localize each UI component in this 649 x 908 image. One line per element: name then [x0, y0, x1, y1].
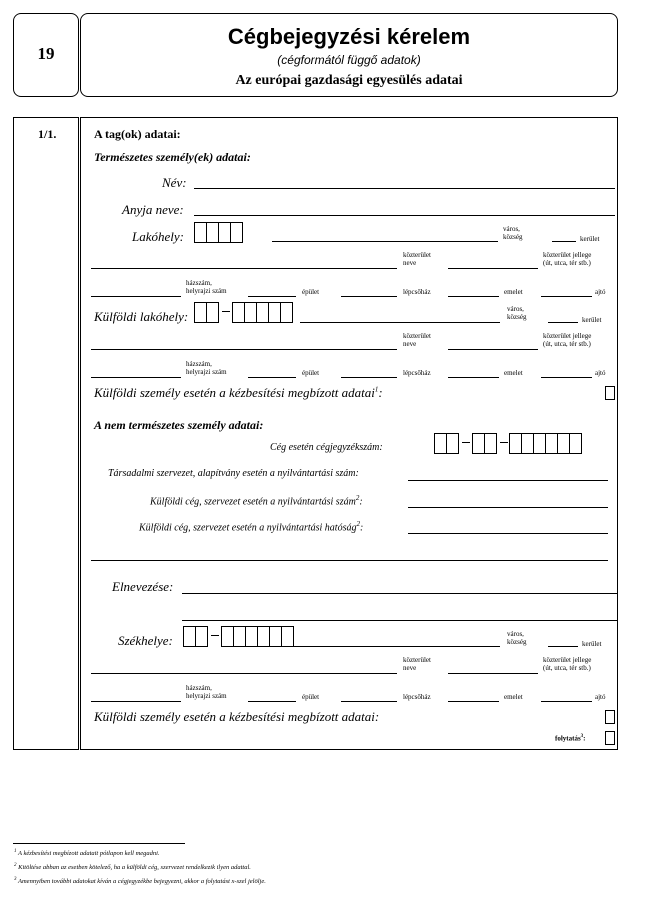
- code-cell[interactable]: [281, 626, 294, 647]
- code-cell[interactable]: [206, 302, 219, 323]
- city-label: város, község: [503, 225, 523, 241]
- foreign-house-field[interactable]: [91, 377, 181, 378]
- house-field[interactable]: [91, 296, 181, 297]
- foreign-stair-label: lépcsőház: [403, 369, 431, 377]
- door-field[interactable]: [541, 296, 592, 297]
- name-field[interactable]: [194, 188, 615, 189]
- denomination-field[interactable]: [182, 593, 618, 594]
- form-title: Cégbejegyzési kérelem: [227, 24, 471, 49]
- foreign-authority-field[interactable]: [408, 533, 608, 534]
- continuation-label: folytatás$^3$:: [555, 734, 586, 743]
- foreign-agent-label: Külföldi személy esetén a kézbesítési megbízott adatai$^1$:: [94, 385, 383, 400]
- mother-name-field[interactable]: [194, 215, 615, 216]
- door-label: ajtó: [595, 288, 606, 296]
- foreign-agent-checkbox[interactable]: [605, 386, 615, 400]
- section-number-column: [13, 117, 79, 750]
- denomination-label: Elnevezése:: [112, 579, 174, 594]
- company-reg-cells-2[interactable]: [472, 433, 497, 454]
- foreign-residence-label: Külföldi lakóhely:: [94, 309, 189, 324]
- seat-district-label: kerület: [582, 640, 602, 648]
- foreign-agent-label-2: Külföldi személy esetén a kézbesítési megbízott adatai:: [94, 709, 380, 724]
- building-field[interactable]: [248, 296, 296, 297]
- seat-house-label: házszám, helyrajzi szám: [186, 684, 227, 700]
- seat-stair-field[interactable]: [341, 701, 397, 702]
- section-number: 1/1.: [38, 127, 57, 141]
- foreign-door-field[interactable]: [541, 377, 592, 378]
- seat-door-label: ajtó: [595, 693, 606, 701]
- street-type-label: közterület jellege (út, utca, tér stb.): [543, 251, 592, 267]
- foreign-street-label: közterület neve: [403, 332, 431, 348]
- code-cell[interactable]: [280, 302, 293, 323]
- postcode-cells[interactable]: [194, 222, 243, 243]
- floor-label: emelet: [504, 288, 523, 296]
- seat-door-field[interactable]: [541, 701, 592, 702]
- floor-field[interactable]: [448, 296, 499, 297]
- foreign-street-field[interactable]: [91, 349, 397, 350]
- dash: [222, 311, 230, 312]
- building-label: épület: [302, 288, 320, 296]
- denomination-field-2[interactable]: [182, 620, 618, 621]
- company-reg-label: Cég esetén cégjegyzékszám:: [270, 442, 383, 453]
- seat-street-type-label: közterület jellege (út, utca, tér stb.): [543, 656, 592, 672]
- district-label: kerület: [580, 235, 600, 243]
- postcode-cell[interactable]: [230, 222, 243, 243]
- members-heading: A tag(ok) adatai:: [94, 127, 181, 141]
- seat-street-type-field[interactable]: [448, 673, 538, 674]
- company-reg-cells-1[interactable]: [434, 433, 459, 454]
- stair-label: lépcsőház: [403, 288, 431, 296]
- seat-city-label: város, község: [507, 630, 527, 646]
- seat-floor-field[interactable]: [448, 701, 499, 702]
- natural-person-heading: Természetes személy(ek) adatai:: [94, 150, 251, 164]
- continuation-checkbox[interactable]: [605, 731, 615, 745]
- stair-field[interactable]: [341, 296, 397, 297]
- foreign-street-type-field[interactable]: [448, 349, 538, 350]
- seat-code-cells-2[interactable]: [221, 626, 294, 647]
- street-label: közterület neve: [403, 251, 431, 267]
- footnote-2: $^2$ Kitöltése abban az esetben kötelező, ha a külföldi cég, szervezet rendelkezik ilyen adattal.: [14, 863, 251, 872]
- seat-house-field[interactable]: [91, 701, 181, 702]
- dash: [462, 442, 470, 443]
- footnote-3: $^3$ Amennyiben további adatokat kíván a cégjegyzékbe bejegyezni, akkor a folytatást x-szel jelölje.: [14, 877, 266, 886]
- ngo-reg-field[interactable]: [408, 480, 608, 481]
- foreign-code-cells-1[interactable]: [194, 302, 219, 323]
- foreign-door-label: ajtó: [595, 369, 606, 377]
- reg-cell[interactable]: [446, 433, 459, 454]
- foreign-city-field[interactable]: [300, 322, 500, 323]
- house-label: házszám, helyrajzi szám: [186, 279, 227, 295]
- foreign-authority-field-2[interactable]: [91, 560, 608, 561]
- foreign-agent-checkbox-2[interactable]: [605, 710, 615, 724]
- reg-cell[interactable]: [569, 433, 582, 454]
- district-field[interactable]: [552, 241, 576, 242]
- footnote-1: $^1$ A kézbesítési megbízott adatait pótlapon kell megadni.: [14, 849, 160, 858]
- foreign-code-cells-2[interactable]: [232, 302, 293, 323]
- dash: [500, 442, 508, 443]
- foreign-authority-label: Külföldi cég, szervezet esetén a nyilvántartási hatóság$^2$:: [139, 520, 364, 534]
- seat-stair-label: lépcsőház: [403, 693, 431, 701]
- company-reg-cells-3[interactable]: [509, 433, 582, 454]
- form-subtitle-2: Az európai gazdasági egyesülés adatai: [235, 73, 463, 88]
- seat-city-field[interactable]: [289, 646, 500, 647]
- seat-district-field[interactable]: [548, 646, 578, 647]
- foreign-street-type-label: közterület jellege (út, utca, tér stb.): [543, 332, 592, 348]
- ngo-reg-label: Társadalmi szervezet, alapítvány esetén a nyilvántartási szám:: [108, 468, 359, 479]
- seat-floor-label: emelet: [504, 693, 523, 701]
- city-field[interactable]: [272, 241, 498, 242]
- seat-street-label: közterület neve: [403, 656, 431, 672]
- foreign-building-field[interactable]: [248, 377, 296, 378]
- form-subtitle: (cégformától függő adatok): [277, 53, 421, 67]
- seat-building-field[interactable]: [248, 701, 296, 702]
- form-number: 19: [37, 44, 55, 63]
- foreign-district-field[interactable]: [548, 322, 578, 323]
- foreign-floor-label: emelet: [504, 369, 523, 377]
- seat-building-label: épület: [302, 693, 320, 701]
- foreign-city-label: város, község: [507, 305, 527, 321]
- seat-code-cells-1[interactable]: [183, 626, 208, 647]
- name-label: Név:: [162, 175, 187, 190]
- street-field[interactable]: [91, 268, 397, 269]
- footnote-rule: [13, 843, 185, 844]
- residence-label: Lakóhely:: [132, 229, 184, 244]
- street-type-field[interactable]: [448, 268, 538, 269]
- mother-name-label: Anyja neve:: [122, 202, 184, 217]
- foreign-floor-field[interactable]: [448, 377, 499, 378]
- foreign-house-label: házszám, helyrajzi szám: [186, 360, 227, 376]
- dash: [211, 635, 219, 636]
- seat-street-field[interactable]: [91, 673, 397, 674]
- code-cell[interactable]: [195, 626, 208, 647]
- legal-person-heading: A nem természetes személy adatai:: [94, 418, 264, 432]
- foreign-building-label: épület: [302, 369, 320, 377]
- foreign-stair-field[interactable]: [341, 377, 397, 378]
- foreign-district-label: kerület: [582, 316, 602, 324]
- seat-label: Székhelye:: [118, 633, 173, 648]
- reg-cell[interactable]: [484, 433, 497, 454]
- foreign-reg-field[interactable]: [408, 507, 608, 508]
- foreign-reg-label: Külföldi cég, szervezet esetén a nyilvántartási szám$^2$:: [150, 494, 363, 508]
